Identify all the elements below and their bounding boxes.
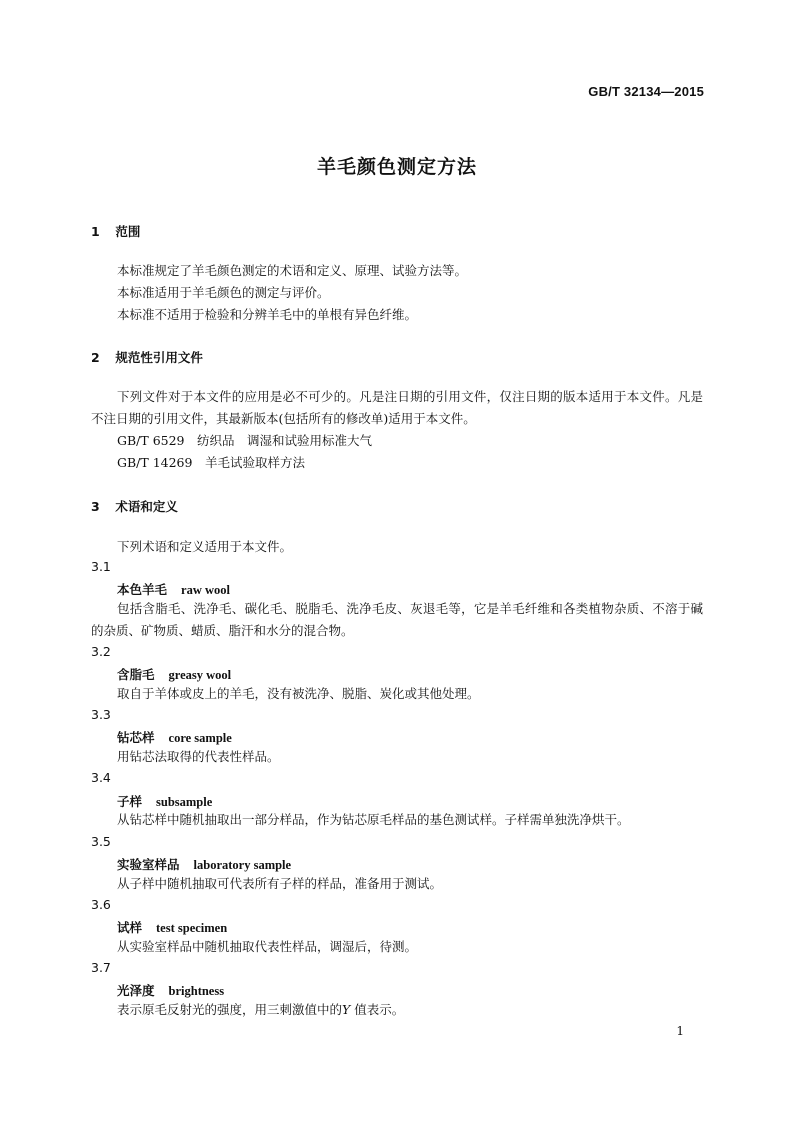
term-definition <box>117 999 404 1021</box>
term-chinese: 含脂毛 <box>117 667 155 682</box>
term-english: greasy wool <box>168 668 232 682</box>
page-number: 1 <box>676 1024 684 1038</box>
scope-paragraph-2: 本标准适用于羊毛颜色的测定与评价。 <box>117 285 330 300</box>
term-number: 3.6 <box>91 897 111 912</box>
term-number: 3.4 <box>91 770 111 785</box>
section-number: 1 <box>91 224 100 239</box>
reference-item-1: GB/T 6529 纺织品 调湿和试验用标准大气 <box>117 433 373 448</box>
section-number: 2 <box>91 350 100 365</box>
term-english: raw wool <box>181 583 230 597</box>
section-2-heading <box>91 348 203 366</box>
scope-paragraph-1: 本标准规定了羊毛颜色测定的术语和定义、原理、试验方法等。 <box>117 263 468 278</box>
term-heading <box>117 792 212 810</box>
terms-intro: 下列术语和定义适用于本文件。 <box>117 539 293 554</box>
term-chinese: 光泽度 <box>117 983 155 998</box>
definition-text: 值表示。 <box>350 1002 405 1017</box>
term-chinese: 子样 <box>117 794 143 809</box>
standard-number: GB/T 32134—2015 <box>588 84 704 99</box>
section-title: 术语和定义 <box>115 499 178 514</box>
term-number: 3.1 <box>91 559 111 574</box>
section-3-heading <box>91 497 178 515</box>
definition-text: 表示原毛反射光的强度，用三刺激值中的 <box>117 1002 343 1017</box>
term-english: brightness <box>168 984 225 998</box>
term-number: 3.3 <box>91 707 111 722</box>
reference-item-2: GB/T 14269 羊毛试验取样方法 <box>117 455 305 470</box>
term-english: laboratory sample <box>193 858 292 872</box>
variable-y: Y <box>342 1002 351 1017</box>
term-english: subsample <box>156 795 213 809</box>
term-heading <box>117 918 227 936</box>
term-definition: 取自于羊体或皮上的羊毛，没有被洗净、脱脂、炭化或其他处理。 <box>117 686 480 701</box>
term-english: test specimen <box>156 921 228 935</box>
section-title: 规范性引用文件 <box>115 350 203 365</box>
term-chinese: 实验室样品 <box>117 857 180 872</box>
term-heading <box>117 981 224 999</box>
page-title: 羊毛颜色测定方法 <box>316 156 477 178</box>
term-definition: 从子样中随机抽取可代表所有子样的样品，准备用于测试。 <box>117 876 443 891</box>
term-heading <box>117 728 232 746</box>
term-definition: 从实验室样品中随机抽取代表性样品，调湿后，待测。 <box>117 939 418 954</box>
section-1-heading <box>91 222 140 240</box>
term-chinese: 钻芯样 <box>117 730 155 745</box>
term-chinese: 试样 <box>117 920 143 935</box>
term-number: 3.2 <box>91 644 111 659</box>
term-heading <box>117 855 291 873</box>
section-number: 3 <box>91 499 100 514</box>
term-heading <box>117 665 231 683</box>
section-title: 范围 <box>115 224 141 239</box>
term-english: core sample <box>168 731 232 745</box>
term-definition: 用钻芯法取得的代表性样品。 <box>117 749 280 764</box>
term-number: 3.7 <box>91 960 111 975</box>
term-heading <box>117 580 230 598</box>
term-number: 3.5 <box>91 834 111 849</box>
scope-paragraph-3: 本标准不适用于检验和分辨羊毛中的单根有异色纤维。 <box>117 307 418 322</box>
term-definition: 从钻芯样中随机抽取出一部分样品，作为钻芯原毛样品的基色测试样。子样需单独洗净烘干。 <box>117 812 630 827</box>
references-intro: 下列文件对于本文件的应用是必不可少的。凡是注日期的引用文件，仅注日期的版本适用于本文件。凡是不注日期的引用文件，其最新版本(包括所有的修改单)适用于本文件。 <box>91 389 703 426</box>
term-chinese: 本色羊毛 <box>117 582 168 597</box>
term-definition: 包括含脂毛、洗净毛、碳化毛、脱脂毛、洗净毛皮、灰退毛等，它是羊毛纤维和各类植物杂质、不溶于碱的杂质、矿物质、蜡质、脂汗和水分的混合物。 <box>91 601 703 638</box>
